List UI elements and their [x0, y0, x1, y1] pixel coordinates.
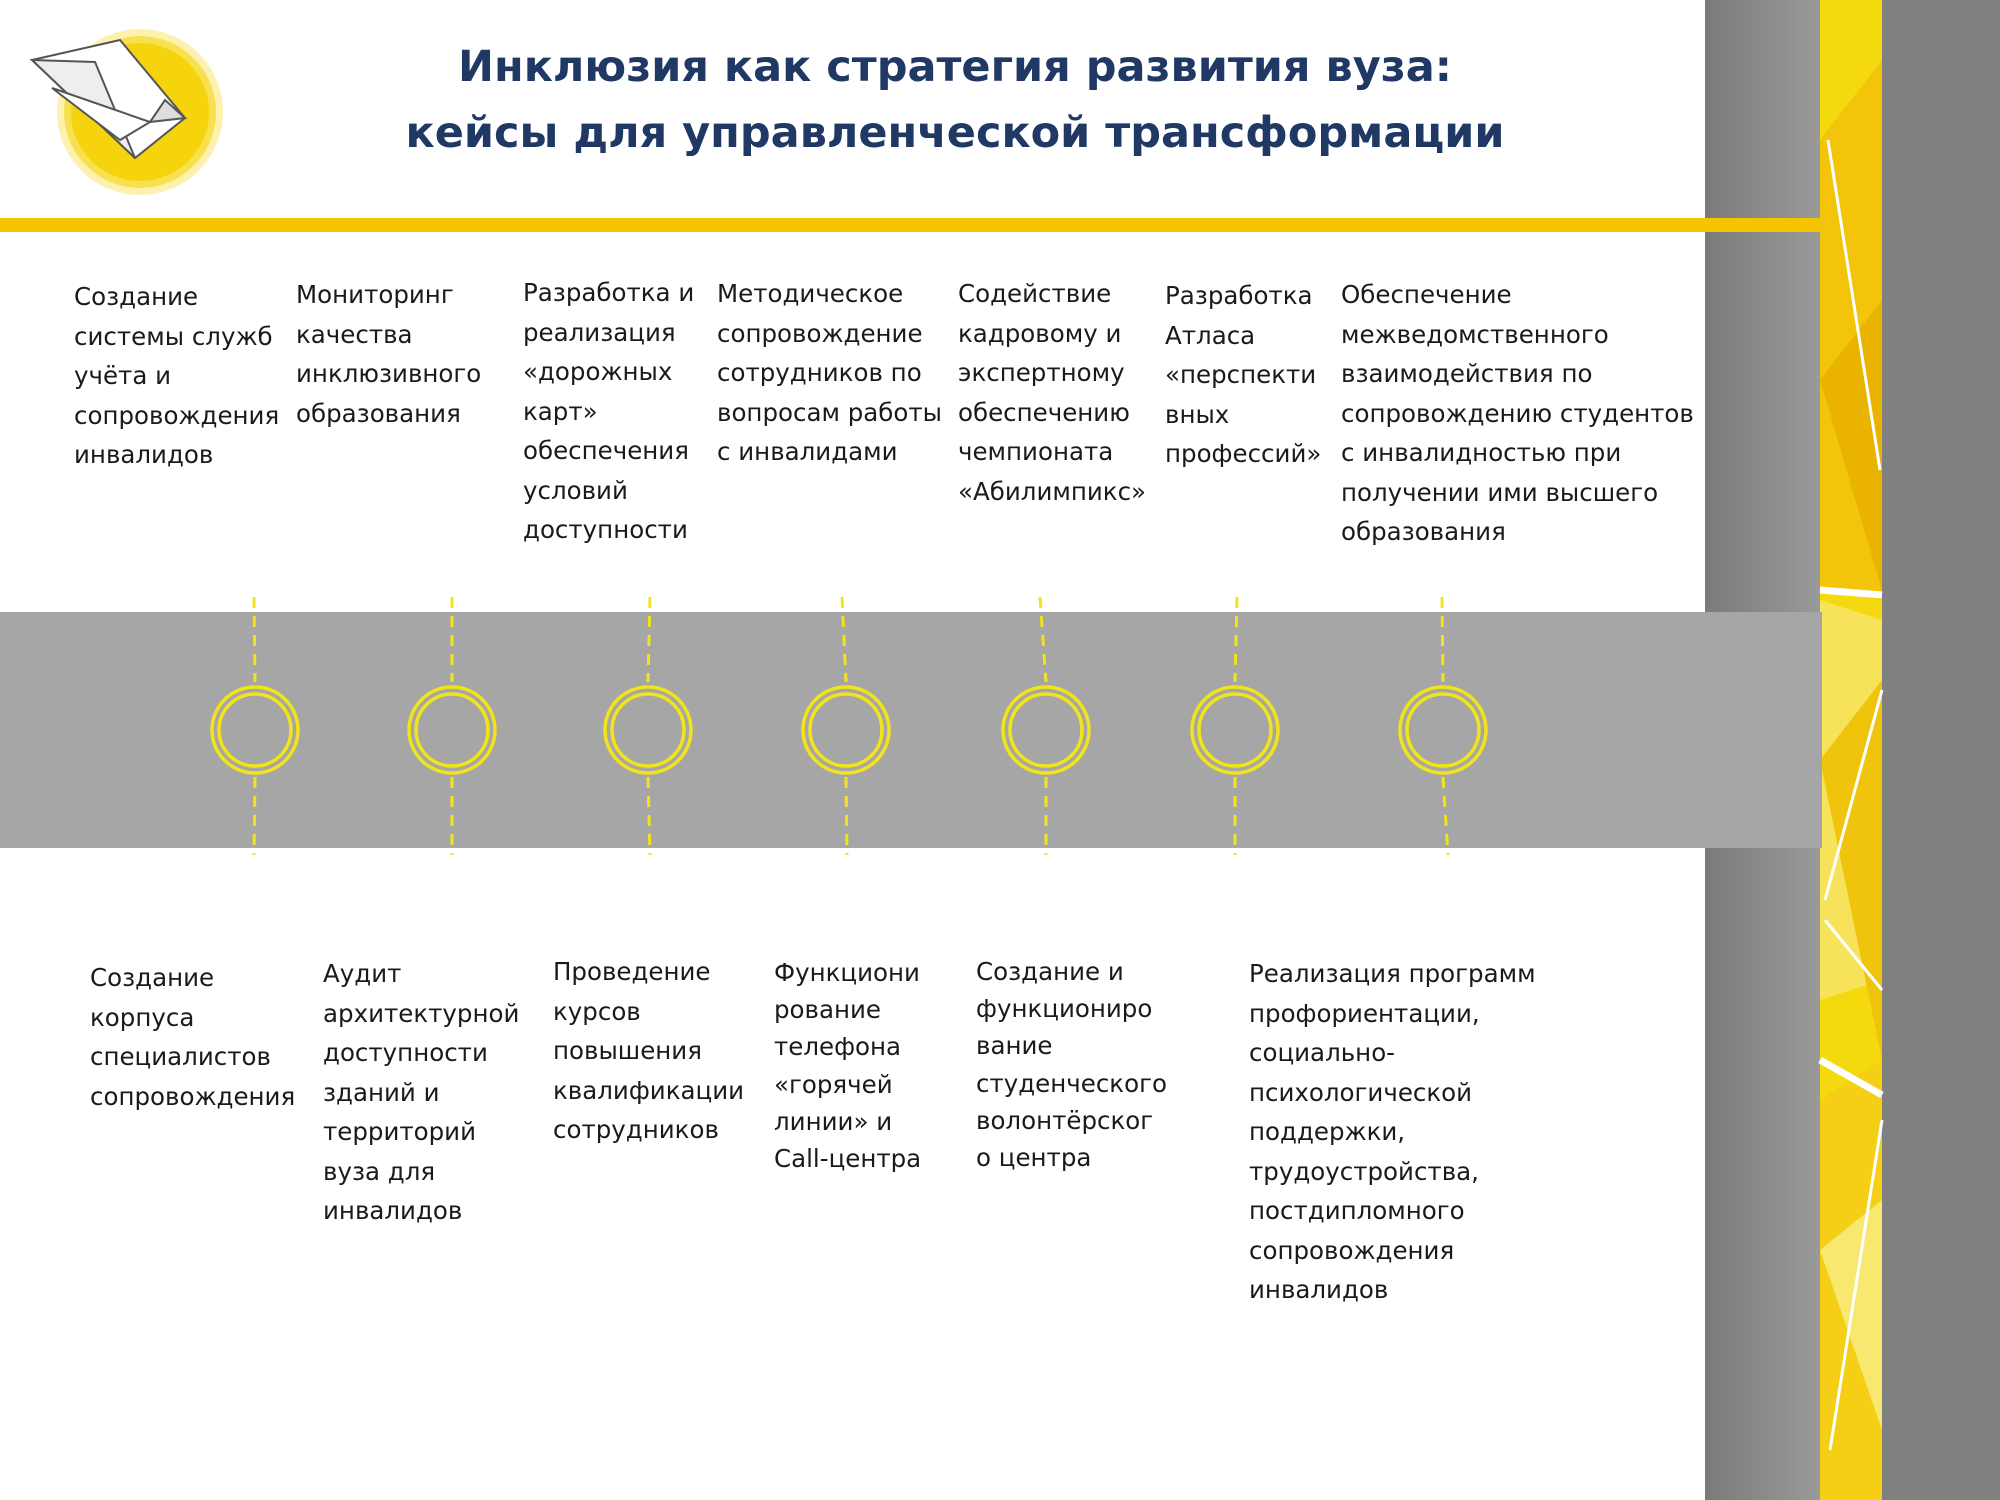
timeline-top-item-7: Обеспечение межведомственного взаимодействия по сопровождению студентов с инвалидностью при получении ими высшего образования	[1341, 280, 1694, 546]
timeline-bottom-item-3: Проведение курсов повышения квалификации сотрудников	[553, 957, 745, 1144]
logo-icon	[32, 36, 216, 188]
timeline-bottom-item-1: Создание корпуса специалистов сопровождения	[90, 963, 296, 1111]
timeline-top-item-2: Мониторинг качества инклюзивного образования	[296, 280, 482, 428]
slide-title	[300, 34, 1610, 166]
timeline-bottom-item-2: Аудит архитектурной доступности зданий и территорий вуза для инвалидов	[323, 959, 520, 1225]
timeline-top-item-4: Методическое сопровождение сотрудников по вопросам работы с инвалидами	[717, 279, 943, 466]
timeline-top-item-3: Разработка и реализация «дорожных карт» обеспечения условий доступности	[523, 278, 695, 544]
title-line-1: Инклюзия как стратегия развития вуза:	[458, 42, 1452, 92]
timeline-bottom-item-4: Функциони рование телефона «горячей линии» и Call-центра	[774, 958, 922, 1174]
timeline-top-item-5: Содействие кадровому и экспертному обеспечению чемпионата «Абилимпикс»	[958, 279, 1147, 506]
timeline-top-item-6: Разработка Атласа «перспекти вных профессий»	[1165, 281, 1322, 468]
timeline-bottom-item-6: Реализация программ профориентации, социально- психологической поддержки, трудоустройства, постдипломного сопровождения инвалидов	[1249, 959, 1536, 1304]
timeline-band	[0, 612, 1822, 848]
timeline-bottom-item-5: Создание и функциониро вание студенческого волонтёрског о центра	[976, 957, 1167, 1173]
header-rule	[0, 218, 1822, 232]
timeline-top-item-1: Создание системы служб учёта и сопровождения инвалидов	[74, 282, 280, 469]
title-line-2: кейсы для управленческой трансформации	[405, 108, 1505, 158]
